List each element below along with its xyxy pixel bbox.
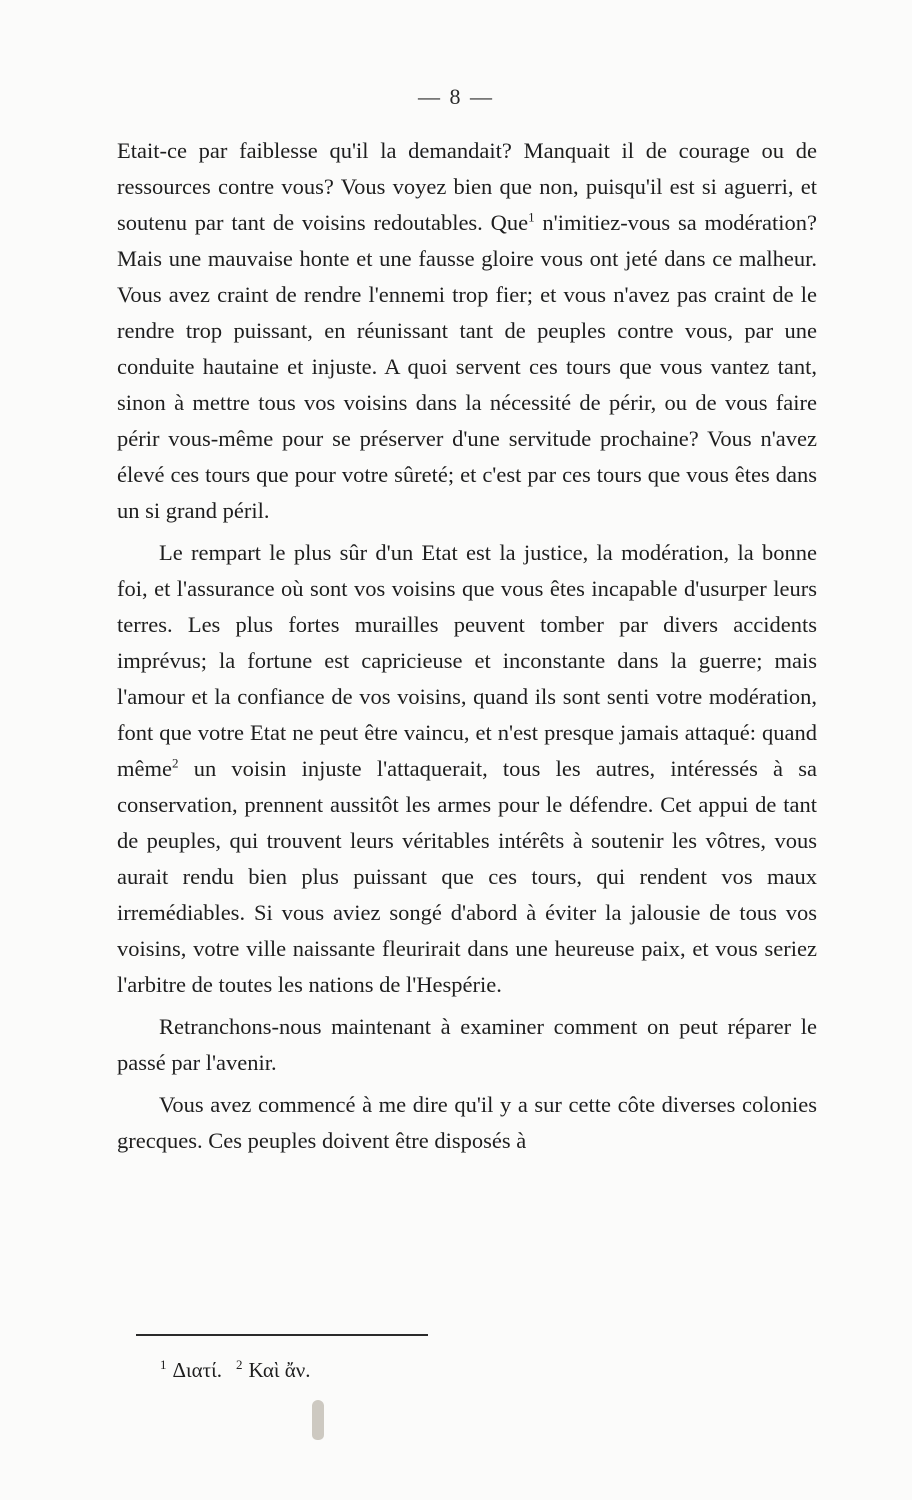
paragraph-3: Retranchons-nous maintenant à examiner comment on peut réparer le passé par l'avenir. — [117, 1014, 817, 1075]
footnote-2-text: Καὶ ἄν. — [248, 1358, 311, 1382]
footnote-ref-2: 2 — [171, 755, 179, 771]
paragraph-2 — [117, 535, 817, 1003]
paragraph-1-text-b: n'imitiez-vous sa modération? Mais une mauvaise honte et une fausse gloire vous ont jeté dans ce malheur. Vous avez craint de rendre l'ennemi trop fier; et vous n'avez pas craint de le rendre trop puissant, en réunissant tant de peuples contre vous, par une conduite hautaine et injuste. A quoi servent ces tours que vous vantez tant, sinon à mettre tous vos voisins dans la nécessité de périr, ou de vous faire périr vous-même pour se préserver d'une servitude prochaine? Vous n'avez élevé ces tours que pour votre sûreté; et c'est par ces tours que vous êtes dans un si grand péril. — [117, 210, 817, 523]
paragraph-2-text-b: un voisin injuste l'attaquerait, tous les autres, intéressés à sa conservation, prennent aussitôt les armes pour le défendre. Cet appui de tant de peuples, qui trouvent leurs véritables intérêts à soutenir les vôtres, vous aurait rendu bien plus puissant que ces tours, qui rendent vos maux irremédiables. Si vous aviez songé d'abord à éviter la jalousie de tous vos voisins, votre ville naissante fleurirait dans une heureuse paix, et vous seriez l'arbitre de toutes les nations de l'Hespérie. — [117, 756, 817, 997]
footnote-divider — [136, 1334, 428, 1336]
page-number: — 8 — — [418, 84, 494, 109]
footnotes — [160, 1358, 311, 1383]
ink-blot — [312, 1400, 324, 1440]
paragraph-1 — [117, 133, 817, 529]
paragraph-4: Vous avez commencé à me dire qu'il y a sur cette côte diverses colonies grecques. Ces peuples doivent être disposés à — [117, 1092, 817, 1153]
footnote-1-text: Διατί. — [172, 1358, 222, 1382]
paragraph-1-text-a: Etait-ce par faiblesse qu'il la demandait? Manquait il de courage ou de ressources contre vous? Vous voyez bien que non, puisqu'il est si aguerri, et soutenu par tant de voisins redoutables. Que — [117, 138, 817, 235]
footnote-2-marker: 2 — [236, 1357, 243, 1372]
paragraph-2-text-a: Le rempart le plus sûr d'un Etat est la justice, la modération, la bonne foi, et l'assurance où sont vos voisins que vous êtes incapable d'usurper leurs terres. Les plus fortes murailles peuvent tomber par divers accidents imprévus; la fortune est capricieuse et inconstante dans la guerre; mais l'amour et la confiance de vos voisins, quand ils sont senti votre modération, font que votre Etat ne peut être vaincu, et n'est presque jamais attaqué: quand même — [117, 540, 817, 781]
footnote-ref-1: 1 — [528, 209, 535, 225]
body-text — [117, 133, 817, 1165]
footnote-1-marker: 1 — [160, 1357, 167, 1372]
